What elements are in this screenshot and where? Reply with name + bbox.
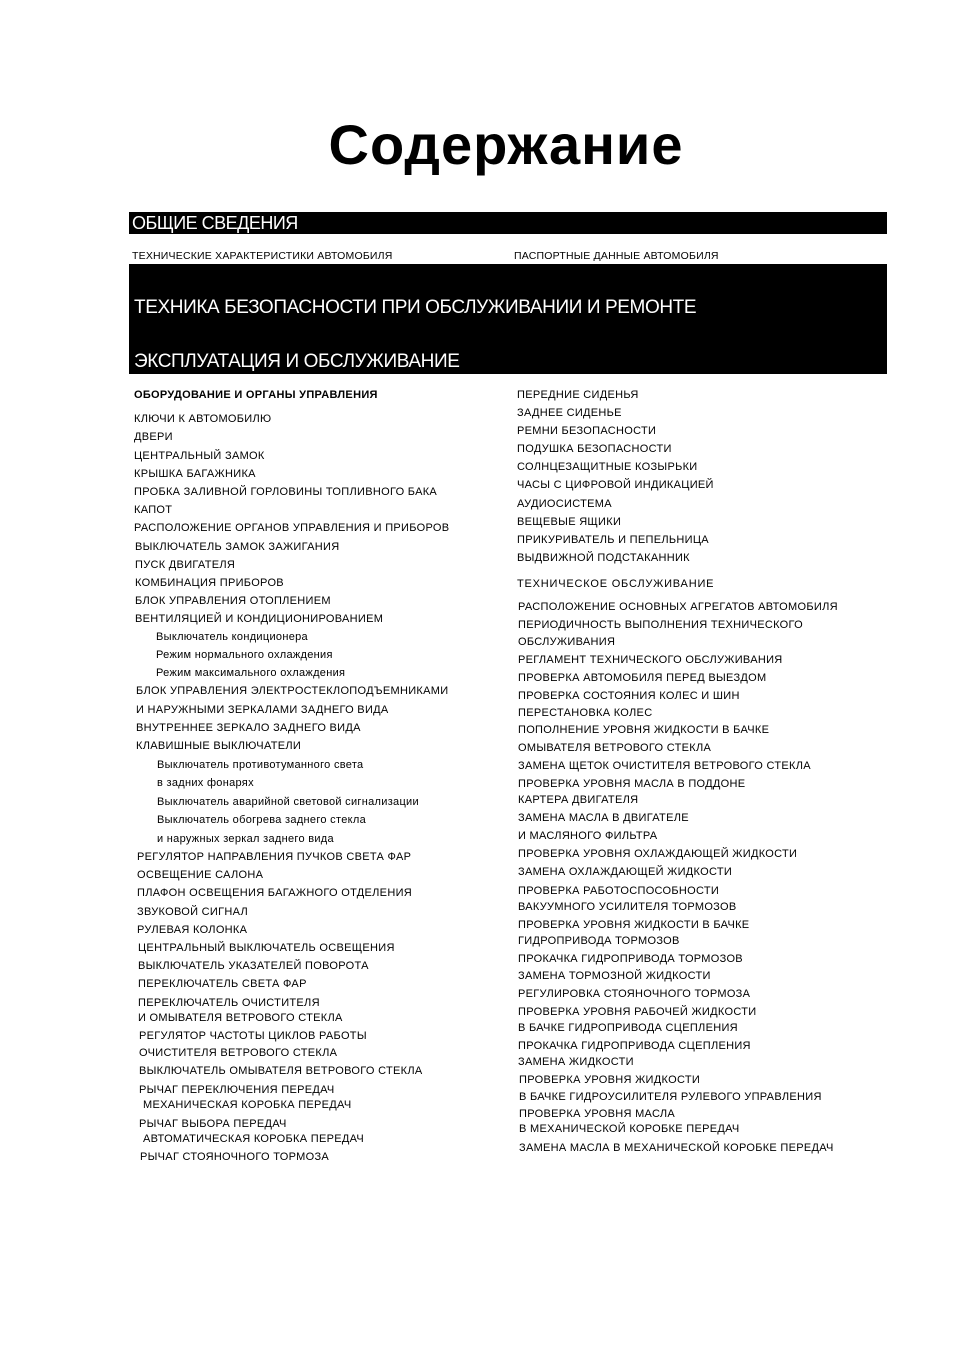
toc-item[interactable]: ВЕЩЕВЫЕ ЯЩИКИ xyxy=(517,516,622,528)
toc-item[interactable]: ВЫДВИЖНОЙ ПОДСТАКАННИК xyxy=(517,552,690,564)
toc-item[interactable]: ГИДРОПРИВОДА ТОРМОЗОВ xyxy=(518,935,680,947)
toc-item[interactable]: РЕГУЛИРОВКА СТОЯНОЧНОГО ТОРМОЗА xyxy=(518,988,751,1000)
toc-item[interactable]: РЕГУЛЯТОР НАПРАВЛЕНИЯ ПУЧКОВ СВЕТА ФАР xyxy=(137,851,412,863)
toc-item[interactable]: ПРОБКА ЗАЛИВНОЙ ГОРЛОВИНЫ ТОПЛИВНОГО БАКА xyxy=(134,486,438,498)
toc-item[interactable]: ПРОКАЧКА ГИДРОПРИВОДА СЦЕПЛЕНИЯ xyxy=(518,1040,751,1052)
toc-item[interactable]: КЛЮЧИ К АВТОМОБИЛЮ xyxy=(134,413,272,425)
toc-item[interactable]: РЕМНИ БЕЗОПАСНОСТИ xyxy=(517,425,657,437)
toc-item[interactable]: И МАСЛЯНОГО ФИЛЬТРА xyxy=(518,830,658,842)
toc-subitem[interactable]: Выключатель кондиционера xyxy=(156,631,308,643)
toc-item[interactable]: ВАКУУМНОГО УСИЛИТЕЛЯ ТОРМОЗОВ xyxy=(518,901,737,913)
toc-item[interactable]: ОМЫВАТЕЛЯ ВЕТРОВОГО СТЕКЛА xyxy=(518,742,712,754)
toc-item[interactable]: ПРОВЕРКА СОСТОЯНИЯ КОЛЕС И ШИН xyxy=(518,690,740,702)
toc-item[interactable]: МЕХАНИЧЕСКАЯ КОРОБКА ПЕРЕДАЧ xyxy=(143,1099,352,1111)
toc-subitem[interactable]: Выключатель аварийной световой сигнализации xyxy=(157,796,419,808)
toc-subitem[interactable]: Выключатель обогрева заднего стекла xyxy=(157,814,366,826)
toc-item[interactable]: ПРОВЕРКА УРОВНЯ ОХЛАЖДАЮЩЕЙ ЖИДКОСТИ xyxy=(518,848,798,860)
toc-subheading-maintenance[interactable]: ТЕХНИЧЕСКОЕ ОБСЛУЖИВАНИЕ xyxy=(517,578,715,590)
toc-item[interactable]: РАСПОЛОЖЕНИЕ ОСНОВНЫХ АГРЕГАТОВ АВТОМОБИЛЯ xyxy=(518,601,838,613)
toc-item[interactable]: И ОМЫВАТЕЛЯ ВЕТРОВОГО СТЕКЛА xyxy=(138,1012,343,1024)
toc-item[interactable]: БЛОК УПРАВЛЕНИЯ ЭЛЕКТРОСТЕКЛОПОДЪЕМНИКАМИ xyxy=(136,685,449,697)
toc-item[interactable]: ПРОВЕРКА РАБОТОСПОСОБНОСТИ xyxy=(518,885,720,897)
toc-item[interactable]: СОЛНЦЕЗАЩИТНЫЕ КОЗЫРЬКИ xyxy=(517,461,698,473)
toc-item[interactable]: ПРОВЕРКА УРОВНЯ ЖИДКОСТИ В БАЧКЕ xyxy=(518,919,750,931)
toc-item[interactable]: ОБСЛУЖИВАНИЯ xyxy=(518,636,616,648)
toc-item[interactable]: ПРОВЕРКА УРОВНЯ МАСЛА В ПОДДОНЕ xyxy=(518,778,746,790)
toc-subitem[interactable]: Режим максимального охлаждения xyxy=(156,667,346,679)
toc-item[interactable]: ПРИКУРИВАТЕЛЬ И ПЕПЕЛЬНИЦА xyxy=(517,534,709,546)
toc-item[interactable]: ПЕРИОДИЧНОСТЬ ВЫПОЛНЕНИЯ ТЕХНИЧЕСКОГО xyxy=(518,619,804,631)
toc-item[interactable]: ВЫКЛЮЧАТЕЛЬ ЗАМОК ЗАЖИГАНИЯ xyxy=(135,541,340,553)
toc-item[interactable]: РАСПОЛОЖЕНИЕ ОРГАНОВ УПРАВЛЕНИЯ И ПРИБОРОВ xyxy=(134,522,450,534)
toc-item[interactable]: ПЕРЕСТАНОВКА КОЛЕС xyxy=(518,707,653,719)
toc-item[interactable]: ЦЕНТРАЛЬНЫЙ ЗАМОК xyxy=(134,450,265,462)
section-heading-general: ОБЩИЕ СВЕДЕНИЯ xyxy=(129,212,887,234)
toc-item[interactable]: ЦЕНТРАЛЬНЫЙ ВЫКЛЮЧАТЕЛЬ ОСВЕЩЕНИЯ xyxy=(138,942,395,954)
toc-subheading-equipment[interactable]: ОБОРУДОВАНИЕ И ОРГАНЫ УПРАВЛЕНИЯ xyxy=(134,389,378,401)
toc-item-passport[interactable]: ПАСПОРТНЫЕ ДАННЫЕ АВТОМОБИЛЯ xyxy=(514,250,719,262)
toc-item[interactable]: ЗАМЕНА ЩЕТОК ОЧИСТИТЕЛЯ ВЕТРОВОГО СТЕКЛА xyxy=(518,760,811,772)
toc-item[interactable]: ОСВЕЩЕНИЕ САЛОНА xyxy=(137,869,264,881)
toc-item[interactable]: ВЫКЛЮЧАТЕЛЬ ОМЫВАТЕЛЯ ВЕТРОВОГО СТЕКЛА xyxy=(139,1065,423,1077)
toc-item[interactable]: ПЕРЕКЛЮЧАТЕЛЬ СВЕТА ФАР xyxy=(138,978,307,990)
toc-subitem[interactable]: и наружных зеркал заднего вида xyxy=(157,833,334,845)
toc-item[interactable]: РУЛЕВАЯ КОЛОНКА xyxy=(137,924,248,936)
toc-item[interactable]: ОЧИСТИТЕЛЯ ВЕТРОВОГО СТЕКЛА xyxy=(139,1047,338,1059)
toc-item[interactable]: РЫЧАГ ПЕРЕКЛЮЧЕНИЯ ПЕРЕДАЧ xyxy=(139,1084,335,1096)
toc-item[interactable]: В МЕХАНИЧЕСКОЙ КОРОБКЕ ПЕРЕДАЧ xyxy=(519,1123,740,1135)
section-heading-operation: ЭКСПЛУАТАЦИЯ И ОБСЛУЖИВАНИЕ xyxy=(134,351,460,372)
toc-item[interactable]: ВЫКЛЮЧАТЕЛЬ УКАЗАТЕЛЕЙ ПОВОРОТА xyxy=(138,960,369,972)
toc-item[interactable]: ДВЕРИ xyxy=(134,431,173,443)
toc-item[interactable]: ЧАСЫ С ЦИФРОВОЙ ИНДИКАЦИЕЙ xyxy=(517,479,714,491)
toc-item[interactable]: ПРОВЕРКА АВТОМОБИЛЯ ПЕРЕД ВЫЕЗДОМ xyxy=(518,672,767,684)
toc-item[interactable]: ПЕРЕКЛЮЧАТЕЛЬ ОЧИСТИТЕЛЯ xyxy=(138,997,320,1009)
toc-item-specs[interactable]: ТЕХНИЧЕСКИЕ ХАРАКТЕРИСТИКИ АВТОМОБИЛЯ xyxy=(132,250,393,262)
toc-item[interactable]: РЫЧАГ СТОЯНОЧНОГО ТОРМОЗА xyxy=(140,1151,330,1163)
page-title: Содержание xyxy=(328,113,684,176)
toc-item[interactable]: ПУСК ДВИГАТЕЛЯ xyxy=(135,559,236,571)
section-heading-safety: ТЕХНИКА БЕЗОПАСНОСТИ ПРИ ОБСЛУЖИВАНИИ И РЕМОНТЕ xyxy=(134,297,697,318)
toc-item[interactable]: ВЕНТИЛЯЦИЕЙ И КОНДИЦИОНИРОВАНИЕМ xyxy=(135,613,384,625)
toc-item[interactable]: КРЫШКА БАГАЖНИКА xyxy=(134,468,256,480)
toc-item[interactable]: КАПОТ xyxy=(134,504,173,516)
toc-item[interactable]: ПЕРЕДНИЕ СИДЕНЬЯ xyxy=(517,389,639,401)
toc-item[interactable]: ПОПОЛНЕНИЕ УРОВНЯ ЖИДКОСТИ В БАЧКЕ xyxy=(518,724,770,736)
toc-item[interactable]: АВТОМАТИЧЕСКАЯ КОРОБКА ПЕРЕДАЧ xyxy=(143,1133,365,1145)
toc-item[interactable]: ПРОКАЧКА ГИДРОПРИВОДА ТОРМОЗОВ xyxy=(518,953,743,965)
toc-item[interactable]: РЕГЛАМЕНТ ТЕХНИЧЕСКОГО ОБСЛУЖИВАНИЯ xyxy=(518,654,783,666)
toc-item[interactable]: ЗАМЕНА ТОРМОЗНОЙ ЖИДКОСТИ xyxy=(518,970,711,982)
toc-item[interactable]: КОМБИНАЦИЯ ПРИБОРОВ xyxy=(135,577,284,589)
toc-item[interactable]: ЗАМЕНА ЖИДКОСТИ xyxy=(518,1056,634,1068)
toc-item[interactable]: ЗАМЕНА МАСЛА В ДВИГАТЕЛЕ xyxy=(518,812,689,824)
toc-item[interactable]: АУДИОСИСТЕМА xyxy=(517,498,612,510)
toc-item[interactable]: КЛАВИШНЫЕ ВЫКЛЮЧАТЕЛИ xyxy=(136,740,302,752)
toc-item[interactable]: ЗАМЕНА ОХЛАЖДАЮЩЕЙ ЖИДКОСТИ xyxy=(518,866,733,878)
toc-item[interactable]: РЕГУЛЯТОР ЧАСТОТЫ ЦИКЛОВ РАБОТЫ xyxy=(139,1030,367,1042)
toc-item[interactable]: В БАЧКЕ ГИДРОПРИВОДА СЦЕПЛЕНИЯ xyxy=(518,1022,738,1034)
toc-item[interactable]: ПРОВЕРКА УРОВНЯ ЖИДКОСТИ xyxy=(519,1074,701,1086)
toc-item[interactable]: ПОДУШКА БЕЗОПАСНОСТИ xyxy=(517,443,672,455)
toc-item[interactable]: ПРОВЕРКА УРОВНЯ МАСЛА xyxy=(519,1108,675,1120)
toc-subitem[interactable]: Режим нормального охлаждения xyxy=(156,649,333,661)
toc-item[interactable]: ЗАДНЕЕ СИДЕНЬЕ xyxy=(517,407,622,419)
toc-item[interactable]: И НАРУЖНЫМИ ЗЕРКАЛАМИ ЗАДНЕГО ВИДА xyxy=(136,704,389,716)
toc-item[interactable]: РЫЧАГ ВЫБОРА ПЕРЕДАЧ xyxy=(139,1118,287,1130)
toc-item[interactable]: ВНУТРЕННЕЕ ЗЕРКАЛО ЗАДНЕГО ВИДА xyxy=(136,722,361,734)
toc-item[interactable]: В БАЧКЕ ГИДРОУСИЛИТЕЛЯ РУЛЕВОГО УПРАВЛЕНИЯ xyxy=(519,1091,822,1103)
toc-subitem[interactable]: Выключатель противотуманного света xyxy=(157,759,364,771)
toc-item[interactable]: БЛОК УПРАВЛЕНИЯ ОТОПЛЕНИЕМ xyxy=(135,595,331,607)
section-heading-block xyxy=(129,264,887,374)
toc-item[interactable]: ПЛАФОН ОСВЕЩЕНИЯ БАГАЖНОГО ОТДЕЛЕНИЯ xyxy=(137,887,413,899)
toc-item[interactable]: ПРОВЕРКА УРОВНЯ РАБОЧЕЙ ЖИДКОСТИ xyxy=(518,1006,757,1018)
toc-item[interactable]: ЗВУКОВОЙ СИГНАЛ xyxy=(137,906,248,918)
toc-subitem[interactable]: в задних фонарях xyxy=(157,777,254,789)
toc-item[interactable]: ЗАМЕНА МАСЛА В МЕХАНИЧЕСКОЙ КОРОБКЕ ПЕРЕДАЧ xyxy=(519,1142,834,1154)
toc-item[interactable]: КАРТЕРА ДВИГАТЕЛЯ xyxy=(518,794,639,806)
